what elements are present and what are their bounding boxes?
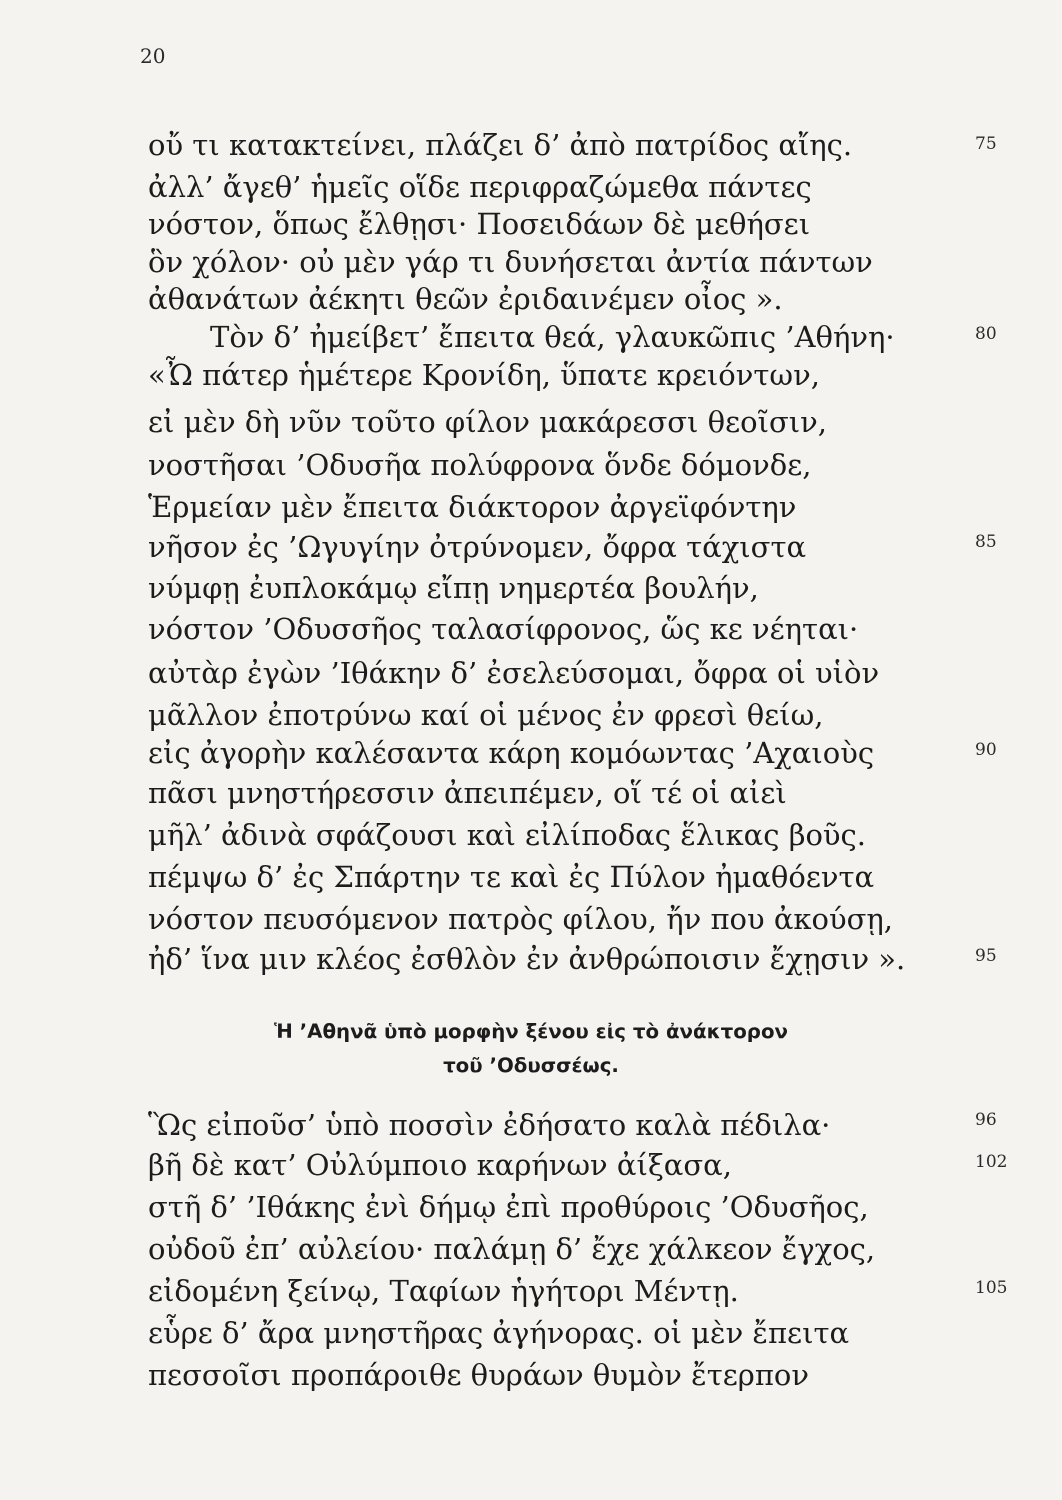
verse-line: βῆ δὲ κατ’ Οὐλύμποιο καρήνων ἀίξασα, <box>148 1148 732 1182</box>
line-number: 102 <box>975 1152 1008 1172</box>
verse-line: πᾶσι μνηστήρεσσιν ἀπειπέμεν, οἵ τέ οἱ αἰεὶ <box>148 776 787 810</box>
verse-line: εἰ μὲν δὴ νῦν τοῦτο φίλον μακάρεσσι θεοῖσιν, <box>148 405 827 439</box>
line-number: 90 <box>975 740 997 760</box>
verse-line: ἀλλ’ ἄγεθ’ ἡμεῖς οἵδε περιφραζώμεθα πάντες <box>148 170 812 204</box>
line-number: 105 <box>975 1278 1008 1298</box>
verse-line: μῆλ’ ἀδινὰ σφάζουσι καὶ εἰλίποδας ἕλικας βοῦς. <box>148 818 867 852</box>
line-number: 96 <box>975 1110 997 1130</box>
verse-line: αὐτὰρ ἐγὼν ’Ιθάκην δ’ ἐσελεύσομαι, ὄφρα οἱ υἱὸν <box>148 656 880 690</box>
page-number: 20 <box>140 44 166 68</box>
section-heading: Ἡ ’Αθηνᾶ ὑπὸ μορφὴν ξένου εἰς τὸ ἀνάκτορον <box>273 1020 789 1043</box>
verse-line: πέμψω δ’ ἐς Σπάρτην τε καὶ ἐς Πύλον ἠμαθόεντα <box>148 860 875 894</box>
verse-line: ὃν χόλον· οὐ μὲν γάρ τι δυνήσεται ἀντία πάντων <box>148 245 873 279</box>
verse-line: πεσσοῖσι προπάροιθε θυράων θυμὸν ἔτερπον <box>148 1358 809 1392</box>
verse-line: ἠδ’ ἵνα μιν κλέος ἐσθλὸν ἐν ἀνθρώποισιν ἔχῃσιν ». <box>148 942 906 976</box>
verse-line: Ὣς εἰποῦσ’ ὑπὸ ποσσὶν ἐδήσατο καλὰ πέδιλα· <box>148 1108 831 1142</box>
verse-line: εὗρε δ’ ἄρα μνηστῆρας ἀγήνορας. οἱ μὲν ἔπειτα <box>148 1316 850 1350</box>
verse-line: νοστῆσαι ’Οδυσῆα πολύφρονα ὅνδε δόμονδε, <box>148 448 812 482</box>
verse-line: οὐδοῦ ἐπ’ αὐλείου· παλάμῃ δ’ ἔχε χάλκεον ἔγχος, <box>148 1232 876 1266</box>
section-heading-continued: τοῦ ’Οδυσσέως. <box>443 1054 619 1077</box>
verse-line: εἰδομένη ξείνῳ, Ταφίων ἡγήτορι Μέντῃ. <box>148 1274 739 1308</box>
verse-line: νῆσον ἐς ’Ωγυγίην ὀτρύνομεν, ὄφρα τάχιστα <box>148 530 807 564</box>
line-number: 80 <box>975 324 997 344</box>
verse-line: νόστον, ὅπως ἔλθῃσι· Ποσειδάων δὲ μεθήσει <box>148 207 811 241</box>
verse-line: Ἑρμείαν μὲν ἔπειτα διάκτορον ἀργεϊφόντην <box>148 490 797 524</box>
verse-line: νύμφῃ ἐυπλοκάμῳ εἴπῃ νημερτέα βουλήν, <box>148 571 759 605</box>
verse-line: μᾶλλον ἐποτρύνω καί οἱ μένος ἐν φρεσὶ θείω, <box>148 698 824 732</box>
verse-line: στῆ δ’ ’Ιθάκης ἐνὶ δήμῳ ἐπὶ προθύροις ’Οδυσῆος, <box>148 1190 869 1224</box>
verse-line: οὔ τι κατακτείνει, πλάζει δ’ ἀπὸ πατρίδος αἴης. <box>148 128 853 162</box>
verse-line: νόστον ’Οδυσσῆος ταλασίφρονος, ὥς κε νέηται· <box>148 612 859 646</box>
line-number: 85 <box>975 532 997 552</box>
line-number: 75 <box>975 134 997 154</box>
verse-line: «Ὦ πάτερ ἡμέτερε Κρονίδη, ὕπατε κρειόντων, <box>148 358 820 392</box>
verse-line: νόστον πευσόμενον πατρὸς φίλου, ἤν που ἀκούσῃ, <box>148 902 894 936</box>
line-number: 95 <box>975 946 997 966</box>
verse-line: ἀθανάτων ἀέκητι θεῶν ἐριδαινέμεν οἶος ». <box>148 282 783 316</box>
verse-line: Τὸν δ’ ἠμείβετ’ ἔπειτα θεά, γλαυκῶπις ’Αθήνη· <box>210 320 895 354</box>
verse-line: εἰς ἀγορὴν καλέσαντα κάρη κομόωντας ’Αχαιοὺς <box>148 736 875 770</box>
